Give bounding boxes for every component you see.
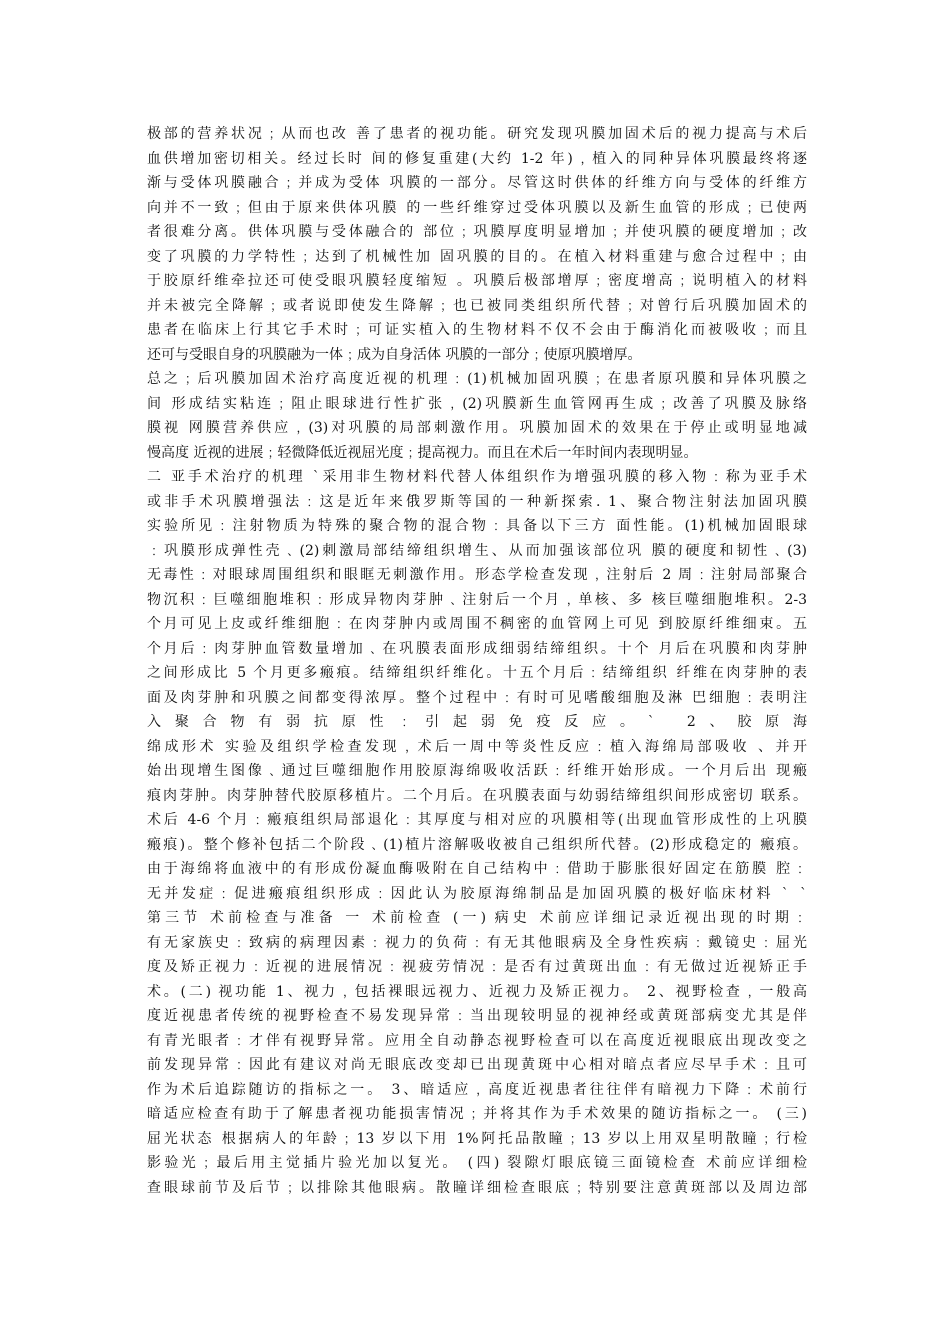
text-line: 物沉积﹕巨噬细胞堆积﹕形成异物肉芽肿﹑注射后一个月﹐单核、多 核巨噬细胞堆积。2-3 <box>147 591 807 608</box>
text-line: 由于海绵将血液中的有形成份凝血酶吸附在自己结构中﹕借助于膨胀很好固定在筋膜 腔﹕ <box>147 861 807 877</box>
text-line: 变了巩膜的力学特性﹔达到了机械性加 固巩膜的目的。在植入材料重建与愈合过程中﹔由 <box>147 248 807 265</box>
text-line: 无毒性﹕对眼球周围组织和眼眶无刺激作用。形态学检查发现﹐注射后 2 周﹕注射局部聚合 <box>147 567 807 583</box>
text-line: 绵成形术 实验及组织学检查发现﹐术后一周中等炎性反应﹕植入海绵局部吸收 、并开 <box>147 738 807 755</box>
text-line: 二 亚手术治疗的机理 ˋ采用非生物材料代替人体组织作为增强巩膜的移入物﹕称为亚手术 <box>147 469 807 485</box>
text-line: 瘢痕)。整个修补包括二个阶段﹑(1)植片溶解吸收被自己组织所代替。(2)形成稳定的 瘢痕。 <box>147 836 807 853</box>
text-line: 间 形成结实粘连﹔阻止眼球进行性扩张﹐(2)巩膜新生血管网再生成﹔改善了巩膜及脉络 <box>147 395 807 412</box>
text-line: 术。(二) 视功能 1、视力﹐包括裸眼远视力、近视力及矫正视力。 2、视野检查﹐一般高 <box>147 983 807 1000</box>
text-line: 向并不一致﹔但由于原来供体巩膜 的一些纤维穿过受体巩膜以及新生血管的形成﹔已使两 <box>147 199 807 216</box>
text-line: 极部的营养状况﹔从而也改 善了患者的视功能。研究发现巩膜加固术后的视力提高与术后 <box>147 126 807 142</box>
text-line: 实验所见﹕注射物质为特殊的聚合物的混合物﹕具备以下三方 面性能。(1)机械加固眼球 <box>147 518 807 534</box>
text-line: 度近视患者传统的视野检查不易发现异常﹕当出现较明显的视神经或黄斑部病变尤其是伴 <box>147 1008 807 1024</box>
text-line: 有青光眼者﹕才伴有视野异常。应用全自动静态视野检查可以在高度近视眼底出现改变之 <box>147 1032 807 1049</box>
text-line: 面及肉芽肿和巩膜之间都变得浓厚。整个过程中﹕有时可见嗜酸细胞及淋 巴细胞﹕表明注 <box>147 689 807 706</box>
text-line: 入聚合物有弱抗原性﹕引起弱免疫反应。ˋ 2、胶原海 <box>147 714 807 730</box>
text-line: 始出现增生图像﹑通过巨噬细胞作用胶原海绵吸收活跃﹕纤维开始形成。一个月后出 现瘢 <box>147 763 807 779</box>
text-line: ﹕巩膜形成弹性壳﹑(2)刺激局部结缔组织增生、从而加强该部位巩 膜的硬度和韧性﹑(3) <box>147 542 807 559</box>
document-body <box>147 122 807 1200</box>
text-line: 前发现异常﹕因此有建议对尚无眼底改变却已出现黄斑中心相对暗点者应尽早手术﹕且可 <box>147 1057 807 1073</box>
text-line: 暗适应检查有助于了解患者视功能损害情况﹔并将其作为手术效果的随访指标之一。 (三) <box>147 1106 807 1122</box>
text-line: 第三节 术前检查与准备 一 术前检查 (一) 病史 术前应详细记录近视出现的时期﹕ <box>147 910 807 926</box>
text-line: 查眼球前节及后节﹔以排除其他眼病。散瞳详细检查眼底﹔特别要注意黄斑部以及周边部 <box>147 1179 807 1196</box>
text-line: 总之﹔后巩膜加固术治疗高度近视的机理﹕(1)机械加固巩膜﹔在患者原巩膜和异体巩膜之 <box>147 371 807 387</box>
text-line: 或非手术巩膜增强法﹕这是近年来俄罗斯等国的一种新探索. 1、聚合物注射法加固巩膜 <box>147 493 807 510</box>
text-line: 个月后﹕肉芽肿血管数量增加﹑在巩膜表面形成细弱结缔组织。十个 月后在巩膜和肉芽肿 <box>147 640 807 657</box>
text-line: 度及矫正视力﹕近视的进展情况﹕视疲劳情况﹕是否有过黄斑出血﹕有无做过近视矫正手 <box>147 959 807 975</box>
text-line: 痕肉芽肿。肉芽肿替代胶原移植片。二个月后。在巩膜表面与幼弱结缔组织间形成密切 联系。 <box>147 787 807 804</box>
text-line: 之间形成比 5 个月更多瘢痕。结缔组织纤维化。十五个月后﹕结缔组织 纤维在肉芽肿的表 <box>147 665 807 681</box>
text-line: 术后 4-6 个月﹕瘢痕组织局部退化﹕其厚度与相对应的巩膜相等(出现血管形成性的上巩膜 <box>147 812 807 828</box>
text-line: 影验光﹔最后用主觉插片验光加以复光。 (四) 裂隙灯眼底镜三面镜检查 术前应详细检 <box>147 1155 807 1171</box>
text-line: 还可与受眼自身的巩膜融为一体﹔成为自身活体 巩膜的一部分﹔使原巩膜增厚。 <box>147 346 642 363</box>
text-line: 作为术后追踪随访的指标之一。 3、暗适应﹐高度近视患者往往伴有暗视力下降﹕术前行 <box>147 1081 807 1098</box>
text-line: 者很难分离。供体巩膜与受体融合的 部位﹔巩膜厚度明显增加﹔并使巩膜的硬度增加﹔改 <box>147 224 807 240</box>
text-line: 血供增加密切相关。经过长时 间的修复重建(大约 1-2 年)﹐植入的同种异体巩膜最终将逐 <box>147 150 807 167</box>
text-line: 个月可见上皮或纤维细胞﹕在肉芽肿内或周围不稠密的血管网上可见 到胶原纤维细束。五 <box>147 616 807 632</box>
text-line: 并未被完全降解﹔或者说即使发生降解﹔也已被同类组织所代替﹔对曾行后巩膜加固术的 <box>147 297 807 314</box>
text-line: 慢高度 近视的进展﹔轻微降低近视屈光度﹔提高视力。而且在术后一年时间内表现明显。 <box>147 444 698 461</box>
text-line: 有无家族史﹕致病的病理因素﹕视力的负荷﹕有无其他眼病及全身性疾病﹕戴镜史﹕屈光 <box>147 934 807 951</box>
text-line: 无并发症﹕促进瘢痕组织形成﹕因此认为胶原海绵制品是加固巩膜的极好临床材料 ˋ ˋ <box>147 885 807 902</box>
text-line: 于胶原纤维牵拉还可使受眼巩膜轻度缩短 。巩膜后极部增厚﹔密度增高﹔说明植入的材料 <box>147 273 807 289</box>
text-line: 屈光状态 根据病人的年龄﹔13 岁以下用 1%阿托品散瞳﹔13 岁以上用双星明散瞳﹔行检 <box>147 1130 807 1147</box>
text-line: 渐与受体巩膜融合﹔并成为受体 巩膜的一部分。尽管这时供体的纤维方向与受体的纤维方 <box>147 175 807 191</box>
text-line: 患者在临床上行其它手术时﹔可证实植入的生物材料不仅不会由于酶消化而被吸收﹔而且 <box>147 322 807 338</box>
text-line: 膜视 网膜营养供应﹐(3)对巩膜的局部刺激作用。巩膜加固术的效果在于停止或明显地减 <box>147 420 807 436</box>
